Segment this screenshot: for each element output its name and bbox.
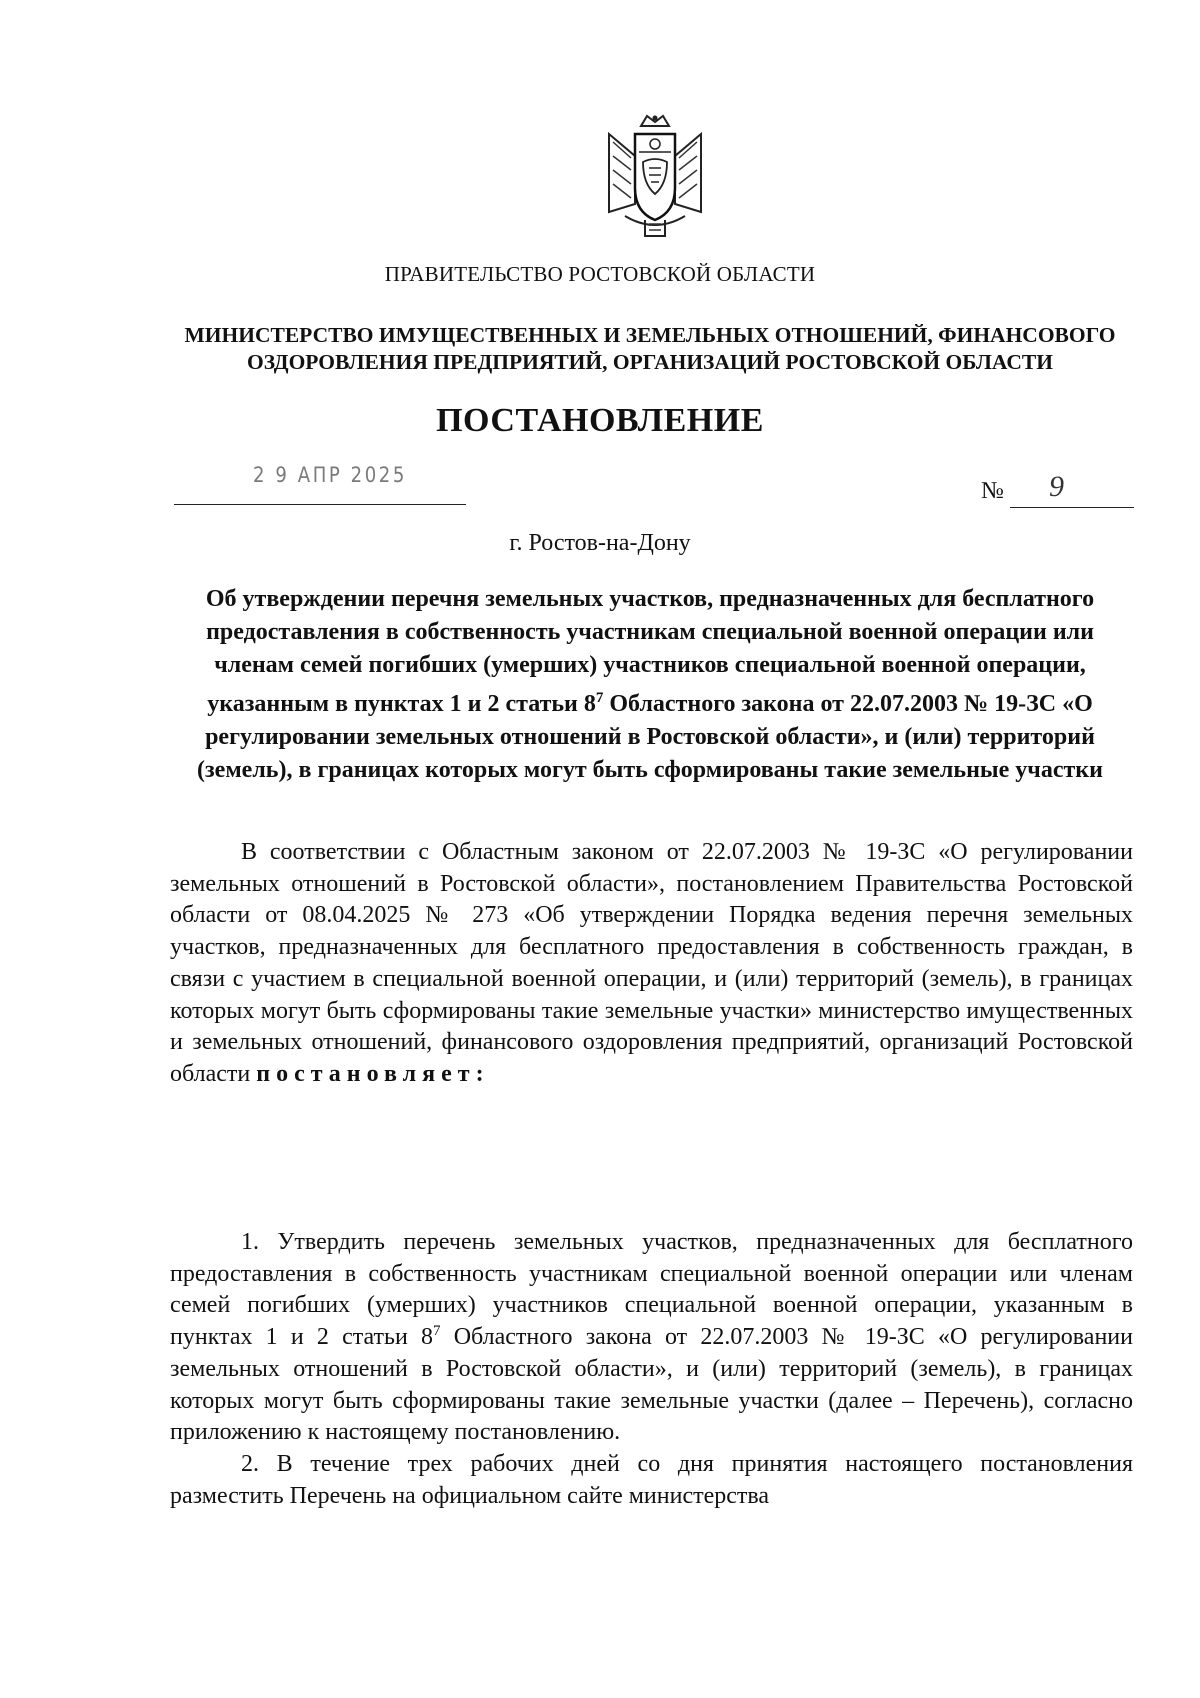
coat-of-arms-icon xyxy=(595,112,715,240)
title-text-cont: Областного закона от 22.07.2003 № 19-ЗС «О регулировании земельных отношений в Ростовской области», и (или) территорий (земель), в границах которых могут быть сформированы такие земельные участки xyxy=(197,691,1103,783)
document-number: 9 xyxy=(1049,470,1064,503)
preamble xyxy=(170,837,1133,1091)
date-underline xyxy=(174,504,466,505)
preamble-paragraph xyxy=(170,837,1133,1091)
item-1 xyxy=(170,1227,1133,1449)
resolves-word: постановляет: xyxy=(256,1060,490,1087)
title-superscript: 7 xyxy=(595,690,604,706)
resolution-items xyxy=(170,1227,1133,1512)
document-type: ПОСТАНОВЛЕНИЕ xyxy=(436,402,764,439)
ministry-name: МИНИСТЕРСТВО ИМУЩЕСТВЕННЫХ И ЗЕМЕЛЬНЫХ ОТНОШЕНИЙ, ФИНАНСОВОГО ОЗДОРОВЛЕНИЯ ПРЕДПРИЯТИЙ, ОРГАНИЗАЦИЙ РОСТОВСКОЙ ОБЛАСТИ xyxy=(184,323,1116,374)
preamble-text: В соответствии с Областным законом от 22.07.2003 № 19-ЗС «О регулировании земельных отношений в Ростовской области», постановлением Правительства Ростовской области от 08.04.2025 № 273 «Об утверждении Порядка ведения перечня земельных участков, предназначенных для бесплатного предоставления в собственность граждан, в связи с участием в специальной военной операции, и (или) территорий (земель), в границах которых могут быть сформированы такие земельные участки» министерство имущественных и земельных отношений, финансового оздоровления предприятий, организаций Ростовской области xyxy=(170,839,1133,1087)
item-2: 2. В течение трех рабочих дней со дня принятия настоящего постановления разместить Перечень на официальном сайте министерства xyxy=(170,1450,1133,1509)
number-label: № xyxy=(981,478,1004,504)
title-text: Об утверждении перечня земельных участков, предназначенных для бесплатного предоставления в собственность участникам специальной военной операции или членам семей погибших (умерших) участников специальной военной операции, указанным в пунктах 1 и 2 статьи 8 xyxy=(205,586,1095,717)
government-name: ПРАВИТЕЛЬСТВО РОСТОВСКОЙ ОБЛАСТИ xyxy=(384,262,816,286)
document-title xyxy=(168,583,1132,787)
city: г. Ростов-на-Дону xyxy=(509,530,691,556)
item-1-superscript: 7 xyxy=(433,1323,441,1340)
item-1-text: 1. Утвердить перечень земельных участков, предназначенных для бесплатного предоставления в собственность участникам специальной военной операции или членам семей погибших (умерших) участников специальной военной операции, указанным в пунктах 1 и 2 статьи 8 xyxy=(170,1229,1133,1351)
item-1-text-cont: Областного закона от 22.07.2003 № 19-ЗС «О регулировании земельных отношений в Ростовской области», и (или) территорий (земель), в границах которых могут быть сформированы такие земельные участки (далее – Перечень), согласно приложению к настоящему постановлению. xyxy=(170,1324,1133,1446)
number-underline xyxy=(1010,507,1134,508)
date-stamp: 2 9 АПР 2025 xyxy=(253,463,407,487)
